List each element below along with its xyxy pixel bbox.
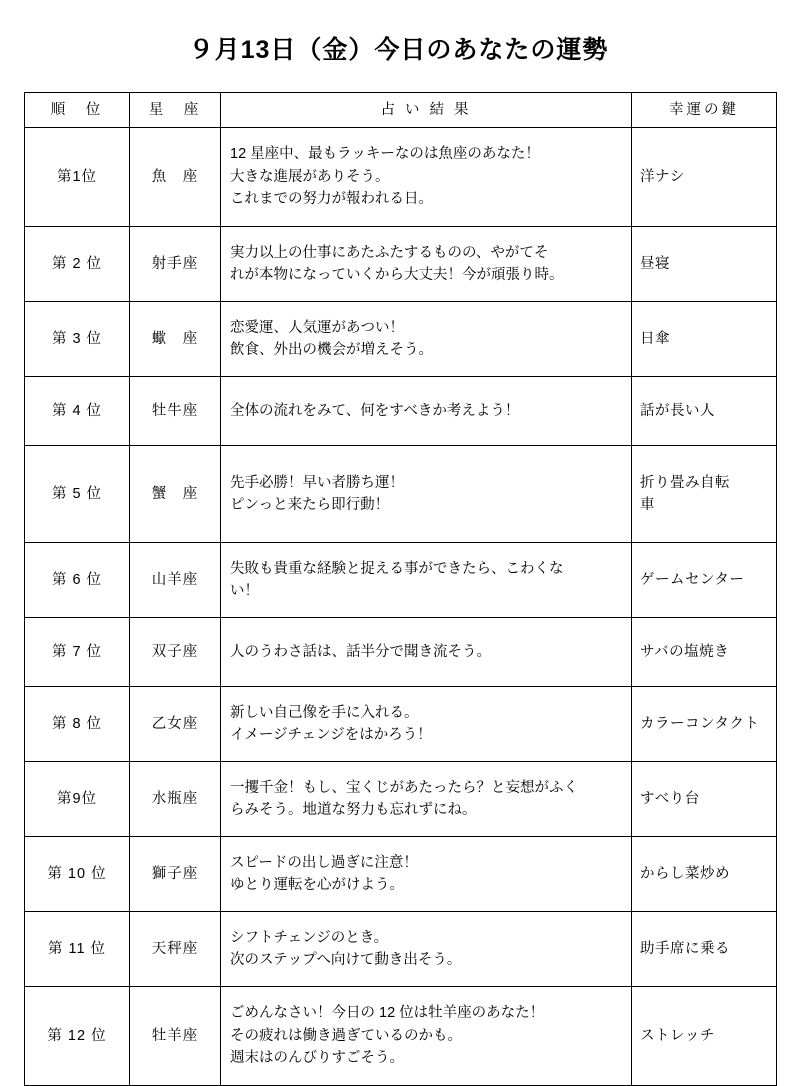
table-row bbox=[25, 128, 777, 227]
cell-key bbox=[632, 302, 777, 377]
key-line: 助手席に乗る bbox=[640, 940, 730, 957]
cell-sign: 蟹 座 bbox=[130, 446, 221, 543]
cell-sign: 蠍 座 bbox=[130, 302, 221, 377]
result-line: 恋愛運、人気運があつい！ bbox=[230, 319, 404, 336]
result-line: 飲食、外出の機会が増えそう。 bbox=[230, 342, 433, 358]
table-row bbox=[25, 618, 777, 687]
column-header-rank: 順 位 bbox=[25, 93, 130, 128]
key-line: 話が長い人 bbox=[640, 402, 715, 419]
result-line: 先手必勝！早い者勝ち運！ bbox=[230, 474, 404, 491]
table-row bbox=[25, 762, 777, 837]
cell-key bbox=[632, 837, 777, 912]
table-header-row bbox=[25, 93, 777, 128]
cell-key bbox=[632, 912, 777, 987]
cell-result bbox=[221, 762, 632, 837]
table-row bbox=[25, 227, 777, 302]
table-row bbox=[25, 987, 777, 1086]
result-line: 実力以上の仕事にあたふたするものの、やがてそ bbox=[230, 244, 549, 261]
key-line: ゲームセンター bbox=[640, 571, 745, 588]
key-line: 昼寝 bbox=[640, 255, 670, 272]
cell-rank: 第 2 位 bbox=[25, 227, 130, 302]
cell-result bbox=[221, 837, 632, 912]
cell-sign: 射手座 bbox=[130, 227, 221, 302]
table-row bbox=[25, 543, 777, 618]
key-line: 折り畳み自転 bbox=[640, 474, 730, 491]
key-line: からし菜炒め bbox=[640, 865, 730, 882]
cell-sign: 獅子座 bbox=[130, 837, 221, 912]
result-line: 次のステップへ向けて動き出そう。 bbox=[230, 952, 462, 968]
column-header-key: 幸運の鍵 bbox=[632, 93, 777, 128]
result-line: い！ bbox=[230, 583, 259, 599]
cell-rank: 第 6 位 bbox=[25, 543, 130, 618]
cell-key bbox=[632, 987, 777, 1086]
table-row bbox=[25, 837, 777, 912]
table-row bbox=[25, 302, 777, 377]
cell-rank: 第 5 位 bbox=[25, 446, 130, 543]
result-line: 新しい自己像を手に入れる。 bbox=[230, 704, 419, 721]
result-line: ごめんなさい！今日の 12 位は牡羊座のあなた！ bbox=[230, 1005, 545, 1022]
result-line: その疲れは働き過ぎているのかも。 bbox=[230, 1027, 462, 1044]
result-line: これまでの努力が報われる日。 bbox=[230, 191, 433, 208]
cell-rank: 第 12 位 bbox=[25, 987, 130, 1086]
key-line: 日傘 bbox=[640, 330, 670, 347]
column-header-sign: 星 座 bbox=[130, 93, 221, 128]
result-line: イメージチェンジをはかろう！ bbox=[230, 727, 432, 743]
result-line: 週末はのんびりすごそう。 bbox=[230, 1050, 404, 1067]
result-line: スピードの出し過ぎに注意！ bbox=[230, 854, 418, 871]
result-line: ゆとり運転を心がけよう。 bbox=[230, 877, 404, 893]
cell-rank: 第 7 位 bbox=[25, 618, 130, 687]
cell-sign: 乙女座 bbox=[130, 687, 221, 762]
cell-key bbox=[632, 128, 777, 227]
result-line: シフトチェンジのとき。 bbox=[230, 929, 389, 946]
result-line: 全体の流れをみて、何をすべきか考えよう！ bbox=[230, 402, 520, 419]
cell-sign: 双子座 bbox=[130, 618, 221, 687]
cell-rank: 第 10 位 bbox=[25, 837, 130, 912]
page-title: ９月13日（金）今日のあなたの運勢 bbox=[188, 36, 609, 64]
cell-rank: 第 8 位 bbox=[25, 687, 130, 762]
key-line: カラーコンタクト bbox=[640, 715, 760, 732]
cell-result bbox=[221, 128, 632, 227]
result-line: 人のうわさ話は、話半分で聞き流そう。 bbox=[230, 643, 491, 660]
table-row bbox=[25, 377, 777, 446]
cell-rank: 第 4 位 bbox=[25, 377, 130, 446]
key-line: 洋ナシ bbox=[640, 168, 685, 185]
cell-sign: 水瓶座 bbox=[130, 762, 221, 837]
table-row bbox=[25, 912, 777, 987]
table-header bbox=[25, 93, 777, 128]
table-row bbox=[25, 687, 777, 762]
cell-result bbox=[221, 446, 632, 543]
cell-key bbox=[632, 543, 777, 618]
cell-result bbox=[221, 543, 632, 618]
fortune-table bbox=[24, 92, 777, 1086]
result-line: らみそう。地道な努力も忘れずにね。 bbox=[230, 802, 477, 818]
cell-result bbox=[221, 227, 632, 302]
cell-rank: 第 3 位 bbox=[25, 302, 130, 377]
cell-sign: 魚 座 bbox=[130, 128, 221, 227]
result-line: ピンっと来たら即行動！ bbox=[230, 497, 390, 513]
result-line: れが本物になっていくから大丈夫！今が頑張り時。 bbox=[230, 267, 564, 283]
cell-rank: 第9位 bbox=[25, 762, 130, 837]
result-line: 12 星座中、最もラッキーなのは魚座のあなた！ bbox=[230, 146, 540, 163]
cell-sign: 天秤座 bbox=[130, 912, 221, 987]
cell-result bbox=[221, 912, 632, 987]
cell-sign: 山羊座 bbox=[130, 543, 221, 618]
column-header-result: 占 い 結 果 bbox=[221, 93, 632, 128]
key-line: すべり台 bbox=[640, 790, 700, 807]
key-line: 車 bbox=[640, 497, 655, 513]
result-line: 失敗も貴重な経験と捉える事ができたら、こわくな bbox=[230, 560, 564, 577]
cell-key bbox=[632, 618, 777, 687]
cell-result bbox=[221, 618, 632, 687]
cell-key bbox=[632, 377, 777, 446]
key-line: サバの塩焼き bbox=[640, 643, 730, 660]
table-row bbox=[25, 446, 777, 543]
cell-rank: 第1位 bbox=[25, 128, 130, 227]
cell-result bbox=[221, 687, 632, 762]
cell-key bbox=[632, 446, 777, 543]
result-line: 大きな進展がありそう。 bbox=[230, 168, 390, 185]
cell-key bbox=[632, 762, 777, 837]
key-line: ストレッチ bbox=[640, 1027, 715, 1044]
cell-key bbox=[632, 687, 777, 762]
table-body bbox=[25, 128, 777, 1086]
cell-key bbox=[632, 227, 777, 302]
cell-result bbox=[221, 377, 632, 446]
cell-result bbox=[221, 987, 632, 1086]
cell-sign: 牡羊座 bbox=[130, 987, 221, 1086]
cell-result bbox=[221, 302, 632, 377]
cell-rank: 第 11 位 bbox=[25, 912, 130, 987]
cell-sign: 牡牛座 bbox=[130, 377, 221, 446]
result-line: 一攫千金！もし、宝くじがあたったら？と妄想がふく bbox=[230, 779, 578, 796]
